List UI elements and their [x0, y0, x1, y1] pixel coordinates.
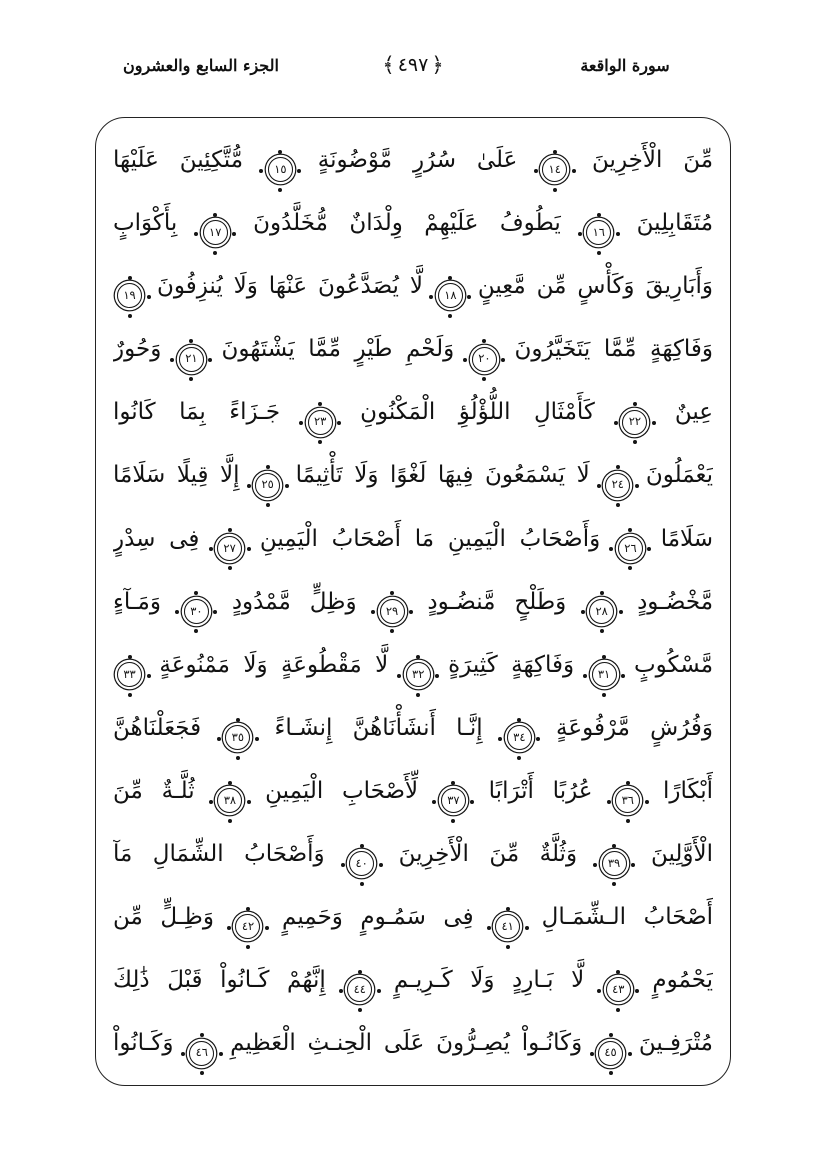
ayah-text: إِنَّهُمْ كَـانُواْ قَبْلَ ذَٰلِكَ — [113, 967, 326, 994]
page-number-ornament-close: ﴾ — [382, 52, 395, 77]
ayah-number-marker: ١٨ — [438, 283, 463, 308]
ayah-number-marker: ٤٤ — [347, 977, 372, 1002]
ayah-text: فِى سَمُـومٍ وَحَمِيمٍ — [282, 904, 474, 931]
ayah-text: عُرُبًا أَتْرَابًا — [488, 777, 593, 804]
quran-line-11 — [113, 760, 713, 823]
text-frame — [95, 117, 731, 1086]
page-header — [95, 40, 731, 90]
ayah-text: وَفَاكِهَةٍ كَثِيرَةٍ — [448, 651, 575, 678]
header-left-cell — [95, 56, 307, 75]
ayah-text: مَّسْكُوبٍ — [633, 651, 713, 678]
ayah-text: يَطُوفُ عَلَيْهِمْ وِلْدَانٌ مُّخَلَّدُونَ — [253, 210, 561, 237]
page-number — [307, 54, 519, 76]
ayah-text: فِى سِدْرٍ — [113, 525, 200, 552]
ayah-number-marker: ١٤ — [542, 157, 567, 182]
ayah-text: سَلَامًا — [660, 525, 713, 552]
quran-line-7 — [113, 508, 713, 571]
ayah-text: الْأَوَّلِينَ — [650, 841, 713, 868]
ayah-text: وَفَاكِهَةٍ مِّمَّا يَتَخَيَّرُونَ — [514, 336, 713, 363]
ayah-text: جَـزَاءً بِمَا كَانُوا — [113, 399, 281, 426]
ayah-text: أَصْحَابُ الـشِّمَـالِ — [541, 904, 713, 931]
ayah-text: يَحْمُومٍ — [652, 967, 713, 994]
ayah-text: وَمَـآءٍ — [113, 588, 161, 615]
ayah-text: وَظِـلٍّ مِّن — [113, 904, 214, 931]
ayah-number-marker: ٢٤ — [605, 473, 630, 498]
header-right-cell — [519, 56, 731, 75]
quran-line-6 — [113, 444, 713, 507]
ayah-text: وَأَبَارِيقَ وَكَأْسٍ مِّن مَّعِينٍ — [477, 273, 713, 300]
quran-line-5 — [113, 381, 713, 444]
quran-line-9 — [113, 634, 713, 697]
ayah-number-marker: ٣٤ — [507, 725, 532, 750]
ayah-number-marker: ٣٣ — [117, 662, 142, 687]
ayah-number-marker: ١٧ — [203, 220, 228, 245]
ayah-text: كَأَمْثَالِ اللُّؤْلُؤِ الْمَكْنُونِ — [360, 399, 595, 426]
ayah-text: وَكَانُـواْ يُصِـرُّونَ عَلَى الْحِنـثِ الْعَظِيمِ — [230, 1030, 583, 1057]
ayah-text: عِينٌ — [674, 399, 713, 426]
ayah-text: وَطَلْحٍ مَّنضُـودٍ — [427, 588, 567, 615]
ayah-number-marker: ٢٩ — [380, 599, 405, 624]
surah-title: سورة الواقعة — [580, 55, 670, 75]
ayah-number-marker: ٢٥ — [255, 473, 280, 498]
ayah-text: ثُلَّـةٌ مِّنَ — [113, 777, 195, 804]
page-number-ornament-open: ﴿ — [431, 52, 444, 77]
ayah-number-marker: ٣٥ — [225, 725, 250, 750]
quran-line-1 — [113, 129, 713, 192]
ayah-number-marker: ١٩ — [117, 283, 142, 308]
quran-line-3 — [113, 255, 713, 318]
ayah-number-marker: ٢٦ — [618, 536, 643, 561]
ayah-number-marker: ١٦ — [586, 220, 611, 245]
ayah-text: لِّأَصْحَابِ الْيَمِينِ — [265, 777, 419, 804]
ayah-text: مَّخْضُـودٍ — [637, 588, 713, 615]
ayah-text: بِأَكْوَابٍ — [113, 210, 178, 237]
ayah-text: وَثُلَّةٌ مِّنَ الْأَخِرِينَ — [398, 841, 578, 868]
ayah-text: لَّا بَـارِدٍ وَلَا كَـرِيـمٍ — [393, 967, 585, 994]
ayah-text: أَبْكَارًا — [663, 777, 713, 804]
ayah-text: يَعْمَلُونَ — [645, 462, 713, 489]
ayah-number-marker: ٣٦ — [615, 788, 640, 813]
ayah-text: إِنَّـا أَنشَأْنَاهُنَّ إِنشَـاءً — [274, 714, 483, 741]
ayah-number-marker: ٢٨ — [589, 599, 614, 624]
quran-line-13 — [113, 886, 713, 949]
quran-line-14 — [113, 949, 713, 1012]
ayah-text: عَلَىٰ سُرُرٍ مَّوْضُونَةٍ — [317, 147, 518, 173]
ayah-text: وَكَـانُواْ — [113, 1030, 174, 1057]
ayah-number-marker: ٣٢ — [406, 662, 431, 687]
ayah-text: إِلَّا قِيلًا سَلَامًا — [113, 462, 240, 489]
ayah-text: مُتَقَابِلِينَ — [636, 210, 713, 237]
page-number-value: ٤٩٧ — [397, 54, 429, 76]
ayah-number-marker: ٤١ — [495, 914, 520, 939]
ayah-number-marker: ٣٠ — [184, 599, 209, 624]
ayah-number-marker: ٤٢ — [235, 914, 260, 939]
ayah-text: مُّتَّكِئِينَ عَلَيْهَا — [113, 147, 244, 173]
ayah-text: لَّا يُصَدَّعُونَ عَنْهَا وَلَا يُنزِفُونَ — [156, 273, 423, 300]
ayah-text: وَأَصْحَابُ الشِّمَالِ مَآ — [113, 841, 325, 868]
ayah-number-marker: ١٥ — [268, 157, 293, 182]
ayah-number-marker: ٢٣ — [308, 410, 333, 435]
ayah-number-marker: ٢٢ — [622, 410, 647, 435]
ayah-number-marker: ٢٠ — [472, 347, 497, 372]
ayah-text: وَلَحْمِ طَيْرٍ مِّمَّا يَشْتَهُونَ — [221, 336, 455, 363]
ayah-text: مُتْرَفِـينَ — [638, 1030, 713, 1057]
ayah-number-marker: ٤٣ — [606, 977, 631, 1002]
ayah-number-marker: ٤٠ — [349, 851, 374, 876]
ayah-number-marker: ٣١ — [592, 662, 617, 687]
juz-title: الجزء السابع والعشرون — [123, 55, 279, 75]
ayah-number-marker: ٣٧ — [441, 788, 466, 813]
ayah-text: وَفُرُشٍ مَّرْفُوعَةٍ — [556, 714, 713, 741]
ayah-text: لَّا مَقْطُوعَةٍ وَلَا مَمْنُوعَةٍ — [159, 651, 389, 678]
ayah-number-marker: ٢٧ — [217, 536, 242, 561]
header-center-cell — [307, 54, 519, 76]
ayah-number-marker: ٤٦ — [189, 1041, 214, 1066]
ayah-number-marker: ٣٩ — [602, 851, 627, 876]
ayah-text: مِّنَ الْأَخِرِينَ — [592, 147, 713, 173]
ayah-text: وَحُورٌ — [113, 336, 162, 363]
quran-line-4 — [113, 318, 713, 381]
ayah-text: وَظِلٍّ مَّمْدُودٍ — [231, 588, 357, 615]
quran-line-12 — [113, 823, 713, 886]
ayah-text: فَجَعَلْنَاهُنَّ — [113, 714, 202, 741]
quran-line-8 — [113, 571, 713, 634]
quran-line-2 — [113, 192, 713, 255]
ayah-number-marker: ٢١ — [179, 347, 204, 372]
quran-line-10 — [113, 697, 713, 760]
quran-line-15 — [113, 1012, 713, 1075]
ayah-number-marker: ٤٥ — [598, 1041, 623, 1066]
ayah-number-marker: ٣٨ — [217, 788, 242, 813]
ayah-text: لَا يَسْمَعُونَ فِيهَا لَغْوًا وَلَا تَأْثِيمًا — [295, 462, 590, 489]
ayah-text: وَأَصْحَابُ الْيَمِينِ مَا أَصْحَابُ الْيَمِينِ — [259, 525, 601, 552]
